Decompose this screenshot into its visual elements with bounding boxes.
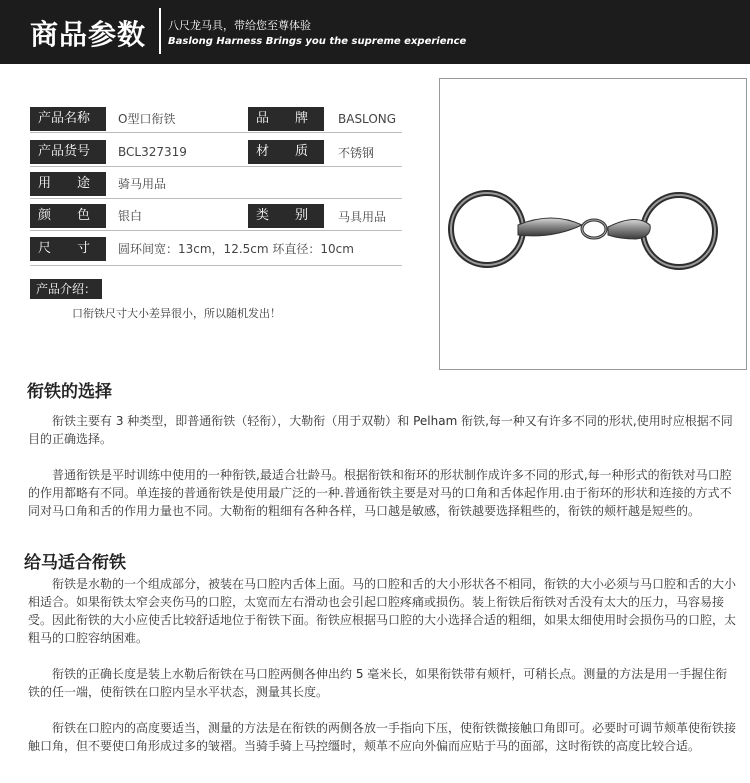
spec-label-color: 颜 色 bbox=[30, 204, 106, 228]
spec-label-brand: 品 牌 bbox=[248, 107, 324, 131]
spec-value-color: 银白 bbox=[118, 209, 143, 223]
section-heading-selection: 衔铁的选择 bbox=[27, 382, 112, 402]
spec-value-code: BCL327319 bbox=[118, 145, 187, 159]
spec-rule bbox=[30, 265, 402, 266]
spec-label-code: 产品货号 bbox=[30, 140, 106, 164]
tagline-english: Baslong Harness Brings you the supreme experience bbox=[168, 36, 467, 47]
paragraph: 普通衔铁是平时训练中使用的一种衔铁,最适合壮龄马。根据衔铁和衔环的形状制作成许多不同的形式,每一种形式的衔铁对马口腔的作用都略有不同。单连接的普通衔铁是使用最广泛的一种.普通衔铁主要是对马的口角和舌体起作用.由于衔环的形状和连接的方式不同对马口角和舌的作用力量也不同。大勒衔的粗细有各种各样，马口越是敏感，衔铁越要选择粗些的，衔铁的颊杆越是短些的。 bbox=[28, 468, 732, 518]
paragraph: 衔铁是水勒的一个组成部分，被装在马口腔内舌体上面。马的口腔和舌的大小形状各不相同，衔铁的大小必须与马口腔和舌的大小相适合。如果衔铁太窄会夹伤马的口腔，太宽而左右滑动也会引起口腔疼痛或损伤。装上衔铁后衔铁对舌没有太大的压力，马容易接受。因此衔铁的大小应使舌比较舒适地位于衔铁下面。衔铁应根据马口腔的大小选择合适的粗细，如果太细使用时会损伤马的口腔，太粗马的口腔容纳困难。 bbox=[28, 577, 737, 645]
page-title: 商品参数 bbox=[30, 18, 147, 51]
paragraph: 衔铁在口腔内的高度要适当，测量的方法是在衔铁的两侧各放一手指向下压，使衔铁微接触口角即可。必要时可调节颊革使衔铁接触口角，但不要使口角形成过多的皱褶。当骑手骑上马控缰时，颊革不应向外偏而应贴于马的面部，这时衔铁的高度比较合适。 bbox=[28, 721, 737, 753]
spec-rule bbox=[30, 230, 402, 231]
paragraph: 衔铁主要有 3 种类型，即普通衔铁（轻衔），大勒衔（用于双勒）和 Pelham 衔铁,每一种又有许多不同的形状,使用时应根据不同目的正确选择。 bbox=[28, 414, 733, 446]
product-photo bbox=[439, 78, 747, 370]
intro-note: 口衔铁尺寸大小差异很小，所以随机发出！ bbox=[72, 307, 281, 320]
spec-value-brand: BASLONG bbox=[338, 112, 397, 126]
intro-label: 产品介绍： bbox=[30, 279, 102, 299]
loose-ring-snaffle-bit-image bbox=[440, 79, 746, 369]
spec-label-size: 尺 寸 bbox=[30, 237, 106, 261]
spec-rule bbox=[30, 166, 402, 167]
spec-label-name: 产品名称 bbox=[30, 107, 106, 131]
spec-rule bbox=[30, 198, 402, 199]
spec-value-size: 圆环间宽：13cm，12.5cm 环直径：10cm bbox=[118, 242, 354, 256]
header-banner bbox=[0, 0, 750, 64]
spec-value-use: 骑马用品 bbox=[118, 177, 167, 191]
spec-label-category: 类 别 bbox=[248, 204, 324, 228]
spec-value-material: 不锈钢 bbox=[338, 146, 375, 160]
spec-rule bbox=[30, 132, 402, 133]
spec-value-name: O型口衔铁 bbox=[118, 112, 176, 126]
paragraph: 衔铁的正确长度是装上水勒后衔铁在马口腔两侧各伸出约 5 毫米长，如果衔铁带有颊杆，可稍长点。测量的方法是用一手握住衔铁的任一端，使衔铁在口腔内呈水平状态，测量其长度。 bbox=[28, 667, 728, 699]
spec-value-category: 马具用品 bbox=[338, 210, 387, 224]
header-divider bbox=[159, 8, 161, 54]
tagline-chinese: 八尺龙马具，带给您至尊体验 bbox=[168, 19, 311, 32]
section-heading-fitting: 给马适合衔铁 bbox=[24, 553, 126, 573]
spec-label-use: 用 途 bbox=[30, 172, 106, 196]
spec-label-material: 材 质 bbox=[248, 140, 324, 164]
